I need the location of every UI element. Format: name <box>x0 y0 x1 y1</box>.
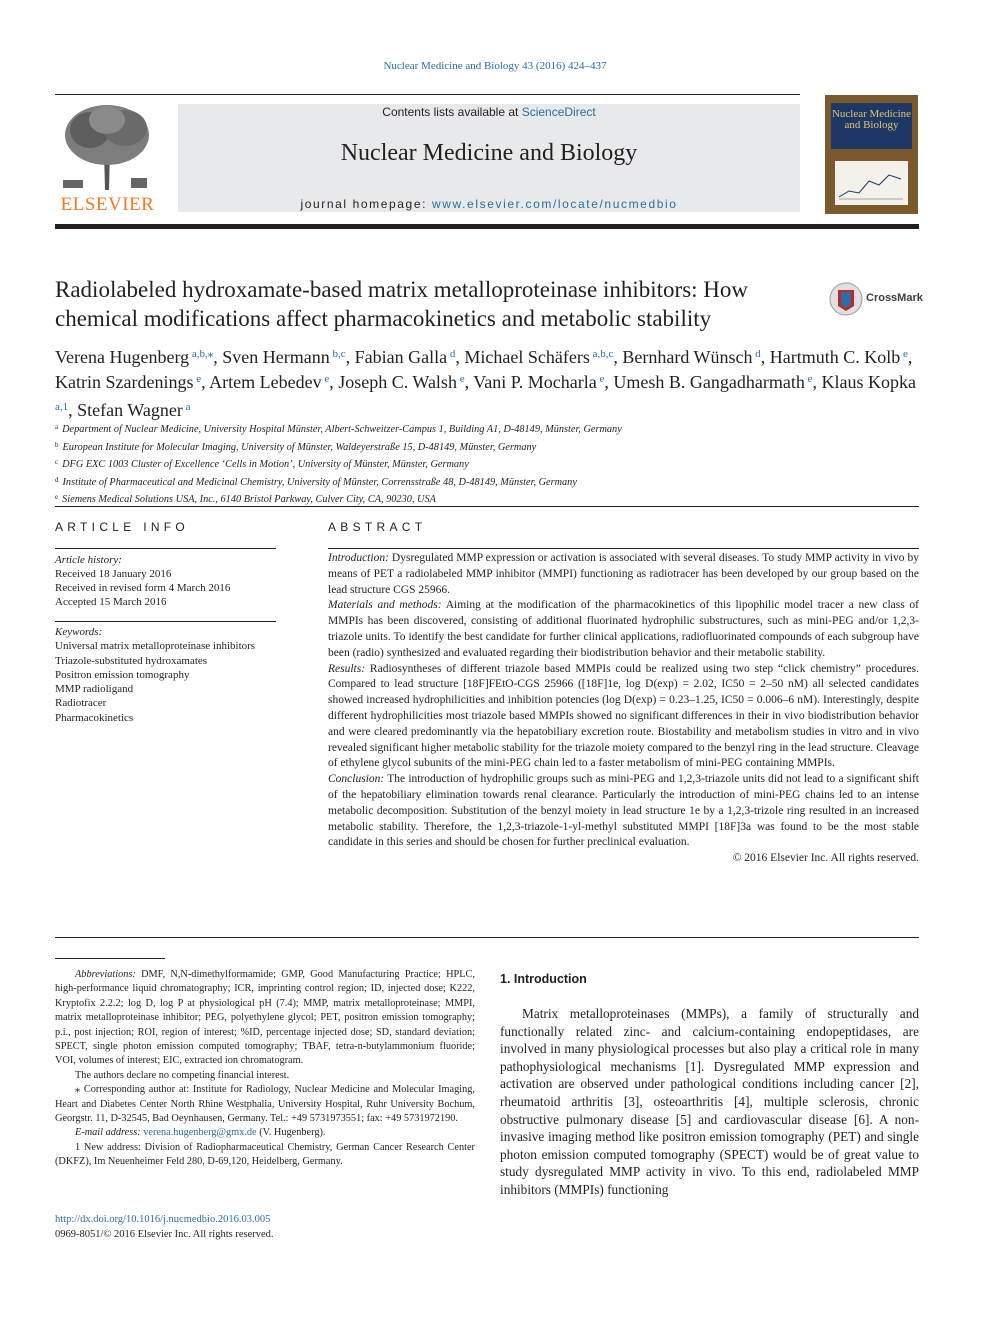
author-name: Artem Lebedev <box>209 372 322 392</box>
email-link[interactable]: verena.hugenberg@gmx.de <box>143 1127 257 1139</box>
body-rule <box>55 937 919 938</box>
cover-plot-graphic <box>835 161 908 205</box>
abbreviations-text: DMF, N,N-dimethylformamide; GMP, Good Manufacturing Practice; HPLC, high-performance liquid chromatography; ICR, imprinting control region; ID, injected dose; K222, Kryptofix 2.2.2; log D, log P at physiological pH (7.4); MMP, matrix metalloproteinase; MMPI, matrix metalloproteinase inhibitor; PEG, polyethylene glycol; PET, positron emission tomography; p.i., post injection; ROI, region of interest; %ID, percentage injected dose; SD, standard deviation; SPECT, single photon emission computed tomography; TBAF, tetra-n-butylammonium fluoride; VOI, volumes of interest; EIC, extracted ion chromatogram. <box>55 969 475 1067</box>
affiliation <box>55 438 925 456</box>
abstract-conclusion <box>328 772 919 851</box>
journal-cover-image[interactable] <box>825 95 918 214</box>
abstract-methods <box>328 598 919 661</box>
author-name: Hartmuth C. Kolb <box>769 347 901 367</box>
affiliation-key: d <box>55 475 59 484</box>
affiliation-text: DFG EXC 1003 Cluster of Excellence ‘Cells in Motion’, University of Münster, Münster, Germany <box>62 459 469 470</box>
author-affiliation-marker[interactable]: e <box>456 373 465 385</box>
abstract-copyright: © 2016 Elsevier Inc. All rights reserved. <box>732 852 919 865</box>
abstract-introduction <box>328 551 919 598</box>
author-affiliation-marker[interactable]: e <box>804 373 813 385</box>
history-item: Received 18 January 2016 <box>55 568 172 580</box>
keyword: Triazole-substituted hydroxamates <box>55 654 208 667</box>
abstract-label: Conclusion: <box>328 773 385 786</box>
keyword: Positron emission tomography <box>55 668 190 681</box>
contents-prefix: Contents lists available at <box>382 105 522 119</box>
abstract-text: The introduction of hydrophilic groups such as mini-PEG and 1,2,3-triazole units did not lead to a significant shift of the hepatobiliary elimination towards renal clearance. Particularly the introduction of mini-PEG chains led to an intense metabolic decomposition. Substitution of the benzyl moiety in lead structure 1e by a 1,2,3-trizole ring resulted in an increased metabolic stability. Therefore, the 1,2,3-triazole-1-yl-methyl substituted MMPI [18F]3a was found to be the most stable candidate in this series and should be chosen for further preclinical evaluation. <box>328 773 920 849</box>
affiliation-key: e <box>55 493 59 501</box>
author[interactable] <box>209 372 329 392</box>
homepage-link[interactable]: www.elsevier.com/locate/nucmedbio <box>431 197 678 211</box>
journal-name: Nuclear Medicine and Biology <box>340 140 638 166</box>
author-affiliation-marker[interactable]: a <box>182 401 191 413</box>
issn-copyright: 0969-8051/© 2016 Elsevier Inc. All rights reserved. <box>55 1229 274 1240</box>
history-label: Article history: <box>55 554 122 566</box>
crossmark-label[interactable]: CrossMark <box>866 292 923 304</box>
footnotes <box>55 968 475 1170</box>
cover-title: Nuclear Medicine and Biology <box>831 103 912 149</box>
author[interactable] <box>55 347 213 367</box>
contents-line <box>178 105 800 119</box>
author[interactable] <box>613 372 812 392</box>
footnote-rule <box>55 958 165 959</box>
doi-link[interactable]: http://dx.doi.org/10.1016/j.nucmedbio.2016.03.005 <box>55 1214 271 1225</box>
author-affiliation-marker[interactable]: e <box>321 373 330 385</box>
affiliation-text: European Institute for Molecular Imaging, University of Münster, Waldeyerstraße 15, D-48149, Münster, Germany <box>62 441 537 453</box>
author-affiliation-marker[interactable]: a,b,c <box>589 348 614 360</box>
author[interactable] <box>77 400 190 420</box>
homepage-prefix: journal homepage: <box>300 197 432 211</box>
header-top-rule <box>55 94 800 95</box>
keyword: Universal matrix metalloproteinase inhibitors <box>55 640 256 653</box>
author[interactable] <box>222 347 345 367</box>
keyword: Radiotracer <box>55 697 107 710</box>
footnote-email <box>55 1126 475 1140</box>
abstract-text: Radiosyntheses of different triazole based MMPIs could be realized using two step “click chemistry” procedures. Compared to lead structure [18F]FEtO-CGS 25966 ([18F]1e, log D(exp) = 2.02, IC50 = 2–50 nM) all selected candidates showed increased hydrophilicities and inhibition potencies (log D(exp) = 0.23–1.25, IC50 = 0.006–6 nM). Interestingly, despite different hydrophilicities most triazole based MMPIs showed no significant differences in their in vivo biodistribution behavior and were cleared predominantly via the hepatobiliary excretion route. Biostability and metabolism studies in vitro and in vivo revealed significant higher metabolic stability for the triazole moiety compared to the benzyl ring in the lead structure. Cleavage of ethylene glycol subunits of the mini-PEG chain led to a faster metabolism of mini-PEG containing MMPIs. <box>328 662 919 770</box>
author[interactable] <box>355 347 456 367</box>
history-item: Received in revised form 4 March 2016 <box>55 582 231 594</box>
article-info-rule <box>55 548 276 549</box>
author[interactable] <box>622 347 760 367</box>
author[interactable] <box>55 372 201 392</box>
author-name: Verena Hugenberg <box>55 347 190 367</box>
article-info-heading: ARTICLE INFO <box>55 520 190 534</box>
crossmark-icon[interactable] <box>829 282 863 316</box>
abstract-text: Aiming at the modification of the pharmacokinetics of this lipophilic model tracer a new class of MMPIs has been discovered, consisting of additional fluorinated hydrophilic substructures, such as mini-PEG and/or 1,2,3-triazole units. To identify the best candidate for further clinical applications, radiofluorinated compounds of each subgroup have been (radio) synthesized and evaluated regarding their biodistribution behavior and their metabolic stability. <box>328 599 919 659</box>
article-history <box>55 553 276 609</box>
author-name: Umesh B. Gangadharmath <box>613 372 805 392</box>
journal-homepage <box>178 197 800 211</box>
footnote-abbreviations <box>55 968 475 1069</box>
abbreviations-label: Abbreviations: <box>75 969 136 980</box>
article-title: Radiolabeled hydroxamate-based matrix metalloproteinase inhibitors: How chemical modifications affect pharmacokinetics and metabolic stability <box>55 277 748 331</box>
affiliation-text: Siemens Medical Solutions USA, Inc., 6140 Bristol Parkway, Culver City, CA, 90230, USA <box>62 494 436 505</box>
sciencedirect-link[interactable]: ScienceDirect <box>521 105 596 119</box>
keywords-label: Keywords: <box>55 626 103 638</box>
abstract-label: Results: <box>328 662 366 675</box>
author[interactable] <box>464 347 613 367</box>
author-name: Michael Schäfers <box>464 347 590 367</box>
keyword: MMP radioligand <box>55 683 134 696</box>
abstract-heading: ABSTRACT <box>328 520 427 534</box>
author[interactable] <box>338 372 464 392</box>
affiliation-key: b <box>55 440 59 449</box>
author-affiliation-marker[interactable]: d <box>447 348 456 360</box>
abstract-text: Dysregulated MMP expression or activation is associated with several diseases. To study MMP activity in vivo by means of PET a radiolabeled MMP inhibitor (MMPI) functioning as radiotracer has been developed by our group based on the lead structure CGS 25966. <box>328 552 919 596</box>
affiliation <box>55 473 925 491</box>
affiliation-text: Institute of Pharmaceutical and Medicinal Chemistry, University of Münster, Corrensstraße 48, D-48149, Münster, Germany <box>62 476 577 488</box>
author-affiliation-marker[interactable]: a,1 <box>55 401 69 413</box>
footnote-corresponding-author: ⁎ Corresponding author at: Institute for Radiology, Nuclear Medicine and Molecular Imaging, Heart and Diabetes Center North Rhine Westphalia, University Hospital, Ruhr University Bochum, Georgstr. 11, D-32545, Bad Oeynhausen, Germany. Tel.: +49 5731973551; fax: +49 5731972190. <box>55 1084 475 1125</box>
author[interactable] <box>473 372 604 392</box>
affiliation-key: a <box>55 423 59 431</box>
author-affiliation-marker[interactable]: e <box>900 348 908 360</box>
author-affiliation-marker[interactable]: b,c <box>329 348 346 360</box>
author-name: Sven Hermann <box>222 347 330 367</box>
elsevier-wordmark: ELSEVIER <box>60 194 155 215</box>
abstract-label: Introduction: <box>328 552 389 564</box>
introduction-heading: 1. Introduction <box>500 972 587 986</box>
author-name: Vani P. Mocharla <box>473 372 597 392</box>
affiliation <box>55 490 925 508</box>
author-affiliation-marker[interactable]: d <box>752 348 761 360</box>
email-label: E-mail address: <box>75 1127 144 1139</box>
author-list: Verena Hugenberg $^{a,b,⁎}$, Sven Hermann $^{b,c}$, Fabian Galla $^d$, Michael Schäfers $^{a,b,c}$, Bernhard Wünsch $^d$, Hartmuth C. Kolb $^e$, Katrin Szardenings $^e$, Artem Lebedev $^e$, Joseph C. Walsh $^e$, Vani P. Mocharla $^e$, Umesh B. Gangadharmath $^e$, Klaus Kopka $^{a,1}$, Stefan Wagner $^a$ <box>55 347 916 420</box>
header-bottom-rule <box>55 224 919 229</box>
author[interactable] <box>770 347 908 367</box>
author-name: Joseph C. Walsh <box>338 372 457 392</box>
abstract-label: Materials and methods: <box>328 599 442 612</box>
footnote-competing-interest: The authors declare no competing financial interest. <box>75 1069 290 1081</box>
author-affiliation-marker[interactable]: a,b,⁎ <box>189 348 214 360</box>
affiliation <box>55 420 925 438</box>
author-name: Stefan Wagner <box>77 400 183 420</box>
journal-citation[interactable]: Nuclear Medicine and Biology 43 (2016) 424–437 <box>383 60 607 72</box>
author-name: Katrin Szardenings <box>55 372 194 392</box>
author-name: Klaus Kopka <box>821 372 916 392</box>
abstract-results <box>328 662 919 773</box>
author-name: Fabian Galla <box>354 347 448 367</box>
history-item: Accepted 15 March 2016 <box>55 596 167 608</box>
footnote-new-address: 1 New address: Division of Radiopharmaceutical Chemistry, German Cancer Research Center (DKFZ), Im Neuenheimer Feld 280, D-69,120, Heidelberg, Germany. <box>55 1141 475 1168</box>
affiliation-text: Department of Nuclear Medicine, University Hospital Münster, Albert-Schweitzer-Campus 1, Building A1, D-48149, Münster, Germany <box>62 424 622 435</box>
introduction-body: Matrix metalloproteinases (MMPs), a family of structurally and functionally related zinc- and calcium-containing endopeptidases, are involved in many physiological processes but also play a critical role in many pathophysiological mechanisms [1]. Dysregulated MMP expression and activation are observed under pathological conditions including cancer [2], rheumatoid arthritis [3], osteoarthritis [4], multiple sclerosis, chronic obstructive pulmonary disease [5] and cardiovascular disease [6]. A non-invasive imaging method like positron emission tomography (PET) and single photon emission computed tomography (SPECT) would be of great value to study dysregulated MMP activity in vivo. To this end, radiolabeled MMP inhibitors (MMPIs) functioning <box>500 1006 919 1197</box>
keywords-rule <box>55 621 276 622</box>
section-rule <box>55 506 919 507</box>
affiliation-key: c <box>55 458 59 466</box>
email-suffix: (V. Hugenberg). <box>256 1127 326 1139</box>
author-name: Bernhard Wünsch <box>622 347 753 367</box>
keyword: Pharmacokinetics <box>55 711 134 724</box>
author-affiliation-marker[interactable]: e <box>596 373 605 385</box>
author-affiliation-marker[interactable]: e <box>193 373 202 385</box>
keyword-list <box>55 625 276 725</box>
abstract-rule <box>328 548 919 549</box>
affiliation <box>55 455 925 473</box>
affiliation-list <box>55 420 925 508</box>
abstract-body <box>328 551 919 867</box>
